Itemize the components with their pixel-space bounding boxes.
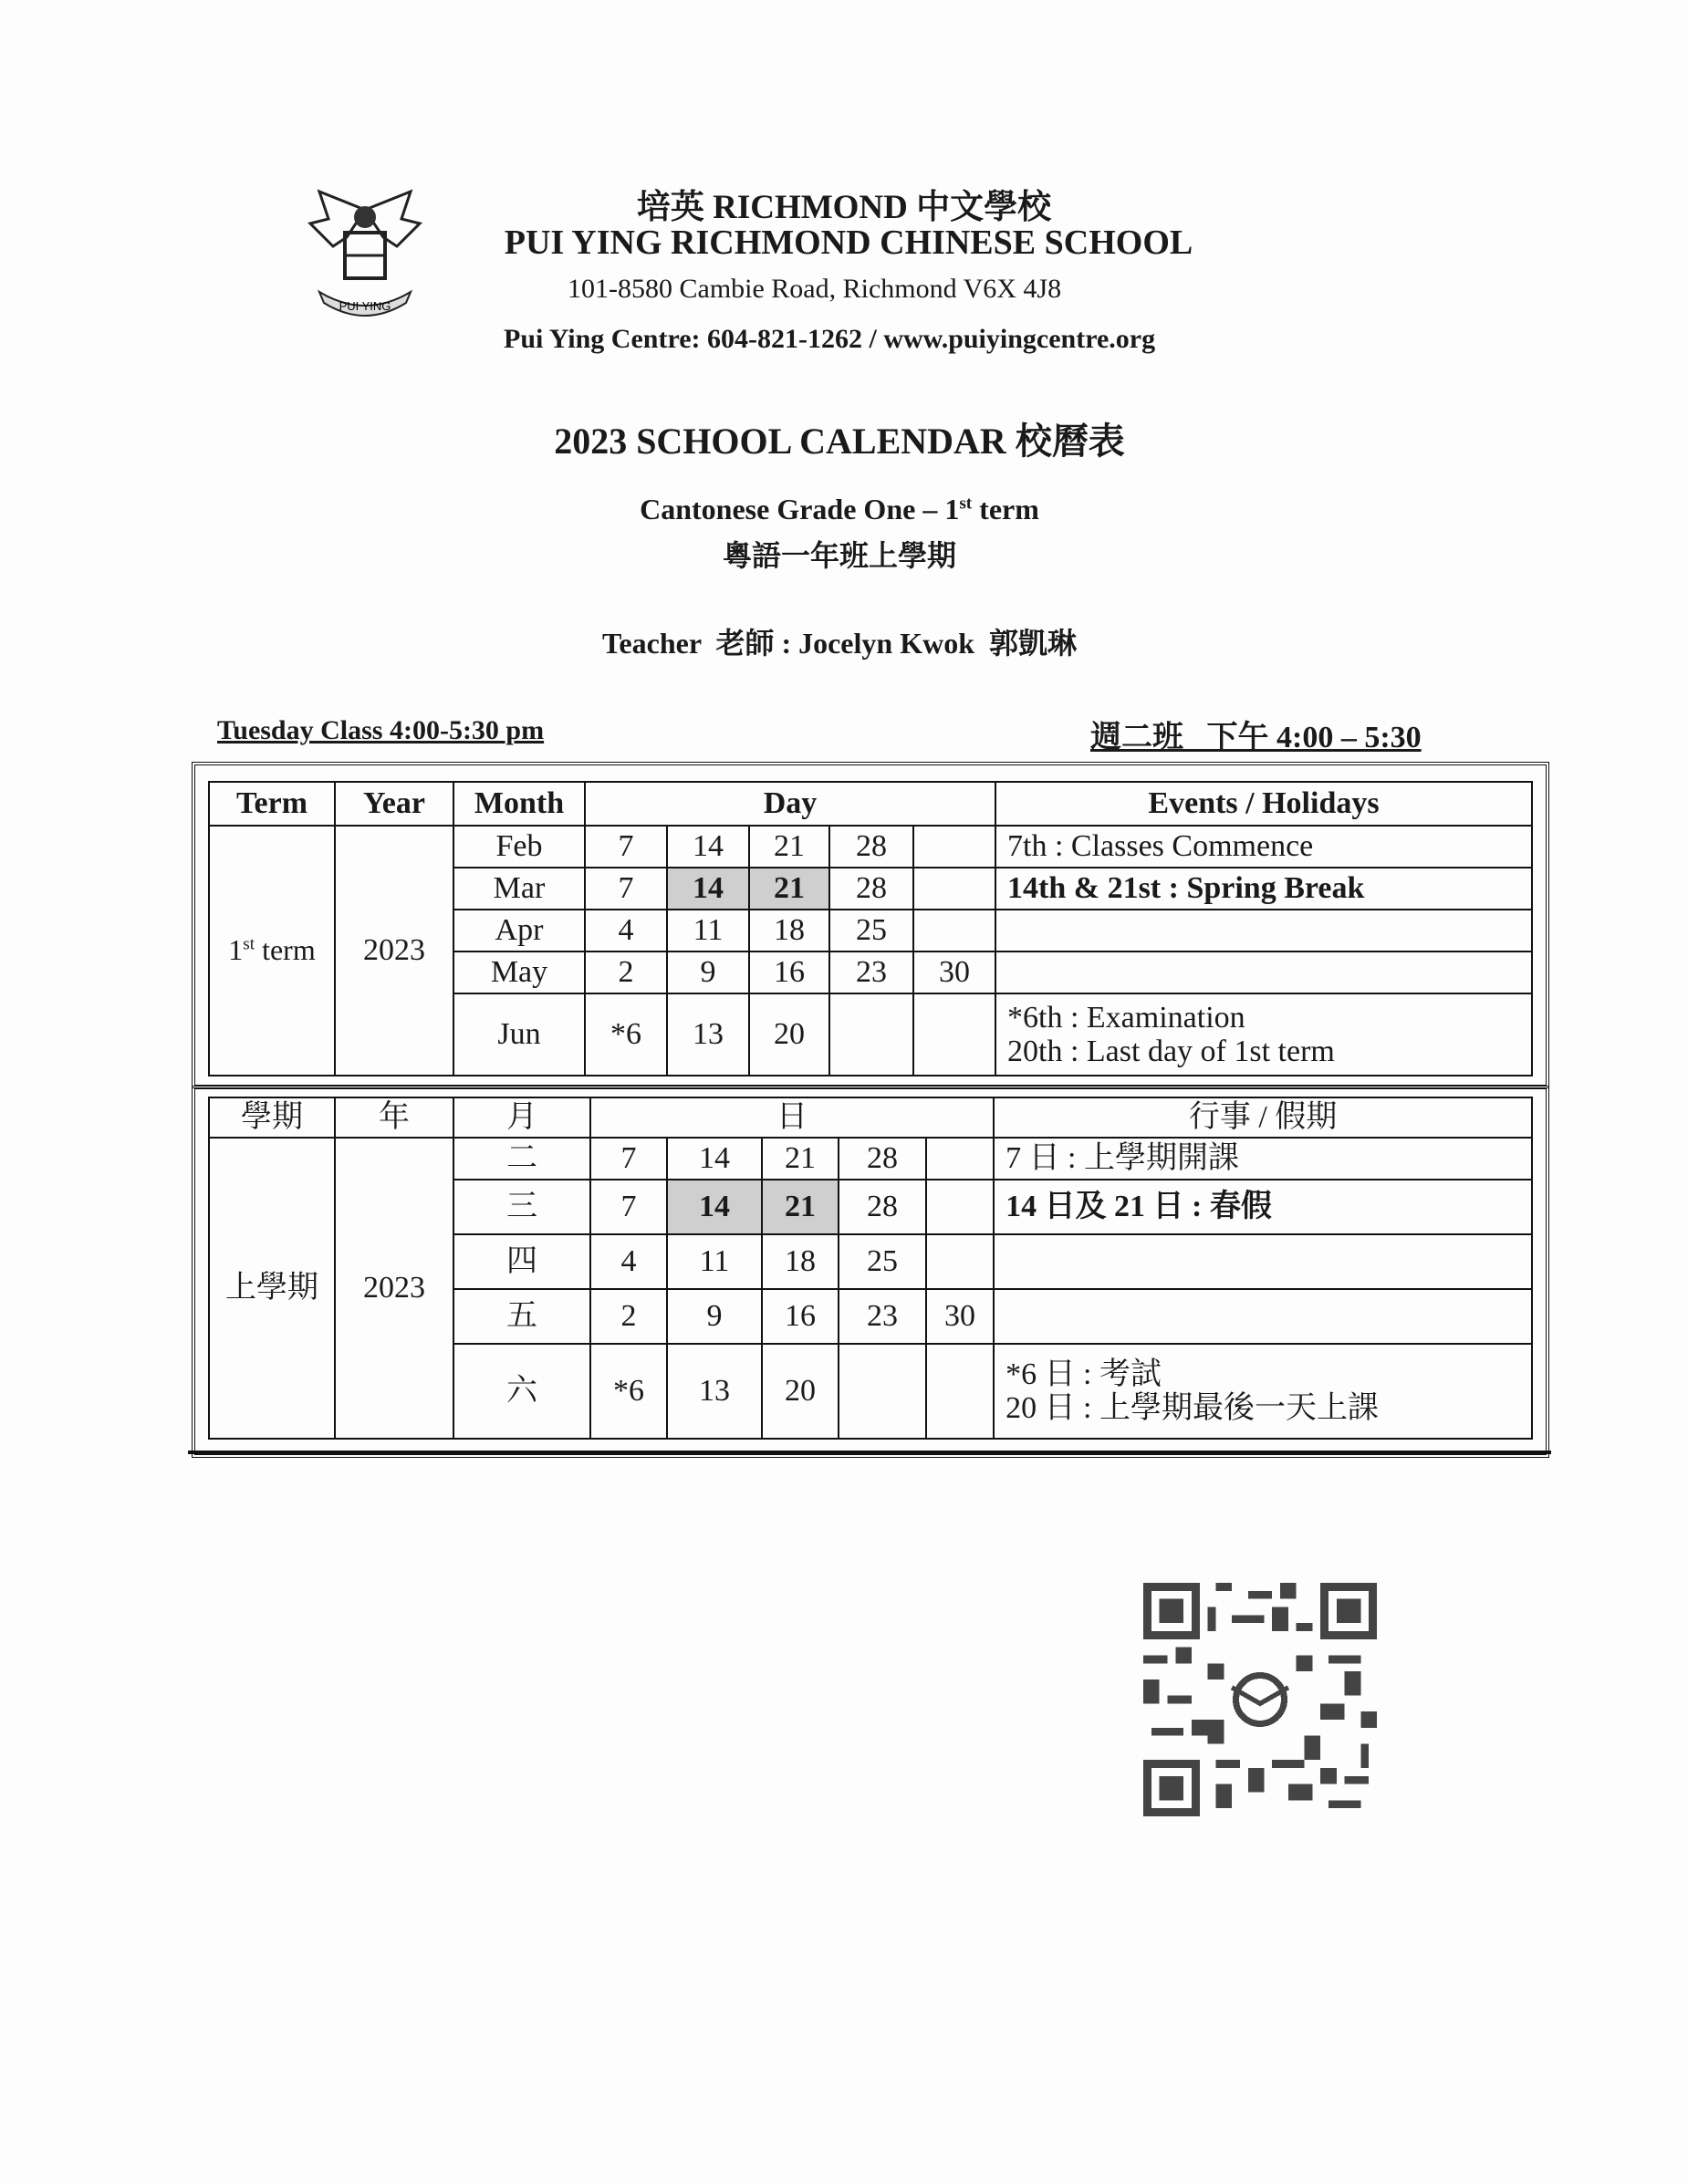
event-line: 20th : Last day of 1st term	[1007, 1035, 1335, 1068]
day-cell: 11	[667, 1234, 762, 1289]
day-cell: 11	[667, 910, 749, 952]
event-cell: 7th : Classes Commence	[995, 826, 1532, 868]
day-cell	[926, 1180, 994, 1234]
school-address: 101-8580 Cambie Road, Richmond V6X 4J8	[568, 274, 1062, 304]
event-cell	[995, 993, 1532, 1076]
day-cell	[926, 1344, 994, 1439]
day-cell: 21	[749, 826, 829, 868]
term-cell: 1st term	[209, 826, 335, 1076]
header-term: Term	[209, 782, 335, 826]
teacher-name: Teacher 老師 : Jocelyn Kwok 郭凱琳	[602, 627, 1077, 660]
month-cell: Mar	[453, 868, 585, 910]
day-cell	[913, 826, 995, 868]
day-cell: 7	[585, 868, 667, 910]
month-cell: 三	[453, 1180, 590, 1234]
month-cell: 四	[453, 1234, 590, 1289]
day-cell: 18	[762, 1234, 839, 1289]
month-cell: 二	[453, 1138, 590, 1180]
day-cell: 13	[667, 1344, 762, 1439]
event-cell	[994, 1234, 1532, 1289]
day-cell: 16	[762, 1289, 839, 1344]
month-cell: 六	[453, 1344, 590, 1439]
day-cell	[926, 1138, 994, 1180]
course-title-zh: 粵語一年班上學期	[722, 539, 956, 572]
day-cell: 16	[749, 952, 829, 993]
header-day: 日	[590, 1097, 994, 1138]
svg-text:PUI YING: PUI YING	[339, 299, 391, 313]
day-cell-holiday: 14	[667, 1180, 762, 1234]
school-name-line2: PUI YING RICHMOND CHINESE SCHOOL	[504, 224, 1193, 262]
day-cell: 23	[829, 952, 913, 993]
day-cell: 28	[839, 1138, 926, 1180]
event-cell	[995, 910, 1532, 952]
month-cell: Feb	[453, 826, 585, 868]
day-cell: 20	[762, 1344, 839, 1439]
day-cell: 28	[829, 826, 913, 868]
day-cell: 21	[762, 1138, 839, 1180]
day-cell: 18	[749, 910, 829, 952]
day-cell: 9	[667, 1289, 762, 1344]
class-time-zh: 週二班 下午 4:00 – 5:30	[1090, 721, 1422, 754]
month-cell: Apr	[453, 910, 585, 952]
bottom-rule	[188, 1451, 1551, 1454]
header-year: Year	[335, 782, 453, 826]
table-row	[209, 826, 1532, 868]
event-cell	[994, 1344, 1532, 1439]
month-cell: 五	[453, 1289, 590, 1344]
day-cell	[913, 868, 995, 910]
day-cell: *6	[585, 993, 667, 1076]
day-cell: 28	[829, 868, 913, 910]
event-cell	[995, 952, 1532, 993]
day-cell: 13	[667, 993, 749, 1076]
day-cell: 4	[590, 1234, 667, 1289]
day-cell-holiday: 21	[749, 868, 829, 910]
header-term: 學期	[209, 1097, 335, 1138]
day-cell	[839, 1344, 926, 1439]
year-cell: 2023	[335, 1138, 453, 1439]
page-title: 2023 SCHOOL CALENDAR 校曆表	[554, 421, 1125, 462]
day-cell: 20	[749, 993, 829, 1076]
day-cell: 28	[839, 1180, 926, 1234]
header-events: 行事 / 假期	[994, 1097, 1532, 1138]
class-time-en: Tuesday Class 4:00-5:30 pm	[217, 715, 545, 745]
year-cell: 2023	[335, 826, 453, 1076]
event-line: 20 日 : 上學期最後一天上課	[1006, 1391, 1380, 1425]
table-header-row	[209, 782, 1532, 826]
day-cell: 23	[839, 1289, 926, 1344]
calendar-table-en	[208, 781, 1533, 1076]
table-row	[209, 1138, 1532, 1180]
day-cell: 4	[585, 910, 667, 952]
day-cell: 30	[913, 952, 995, 993]
day-cell: 14	[667, 826, 749, 868]
calendar-table-zh	[208, 1097, 1533, 1440]
course-title-en: Cantonese Grade One – 1st term	[640, 493, 1039, 525]
school-contact: Pui Ying Centre: 604-821-1262 / www.puiyingcentre.org	[504, 324, 1156, 354]
day-cell: 7	[585, 826, 667, 868]
header-day: Day	[585, 782, 995, 826]
day-cell	[913, 910, 995, 952]
day-cell-holiday: 21	[762, 1180, 839, 1234]
day-cell: 2	[590, 1289, 667, 1344]
event-line: *6 日 : 考試	[1006, 1357, 1162, 1391]
header-year: 年	[335, 1097, 453, 1138]
header-events: Events / Holidays	[995, 782, 1532, 826]
day-cell-holiday: 14	[667, 868, 749, 910]
day-cell: 2	[585, 952, 667, 993]
event-cell: 14 日及 21 日 : 春假	[994, 1180, 1532, 1234]
term-cell: 上學期	[209, 1138, 335, 1439]
day-cell: 7	[590, 1138, 667, 1180]
event-cell	[994, 1289, 1532, 1344]
day-cell: *6	[590, 1344, 667, 1439]
day-cell	[829, 993, 913, 1076]
school-name-line1: 培英 RICHMOND 中文學校	[636, 189, 1052, 226]
qr-code	[1128, 1583, 1392, 1816]
school-logo	[301, 182, 429, 328]
header-month: 月	[453, 1097, 590, 1138]
day-cell	[926, 1234, 994, 1289]
event-cell: 7 日 : 上學期開課	[994, 1138, 1532, 1180]
table-header-row	[209, 1097, 1532, 1138]
month-cell: Jun	[453, 993, 585, 1076]
event-cell: 14th & 21st : Spring Break	[995, 868, 1532, 910]
header-month: Month	[453, 782, 585, 826]
day-cell	[913, 993, 995, 1076]
day-cell: 30	[926, 1289, 994, 1344]
day-cell: 14	[667, 1138, 762, 1180]
month-cell: May	[453, 952, 585, 993]
day-cell: 7	[590, 1180, 667, 1234]
day-cell: 25	[829, 910, 913, 952]
event-line: *6th : Examination	[1007, 1000, 1245, 1035]
day-cell: 9	[667, 952, 749, 993]
day-cell: 25	[839, 1234, 926, 1289]
